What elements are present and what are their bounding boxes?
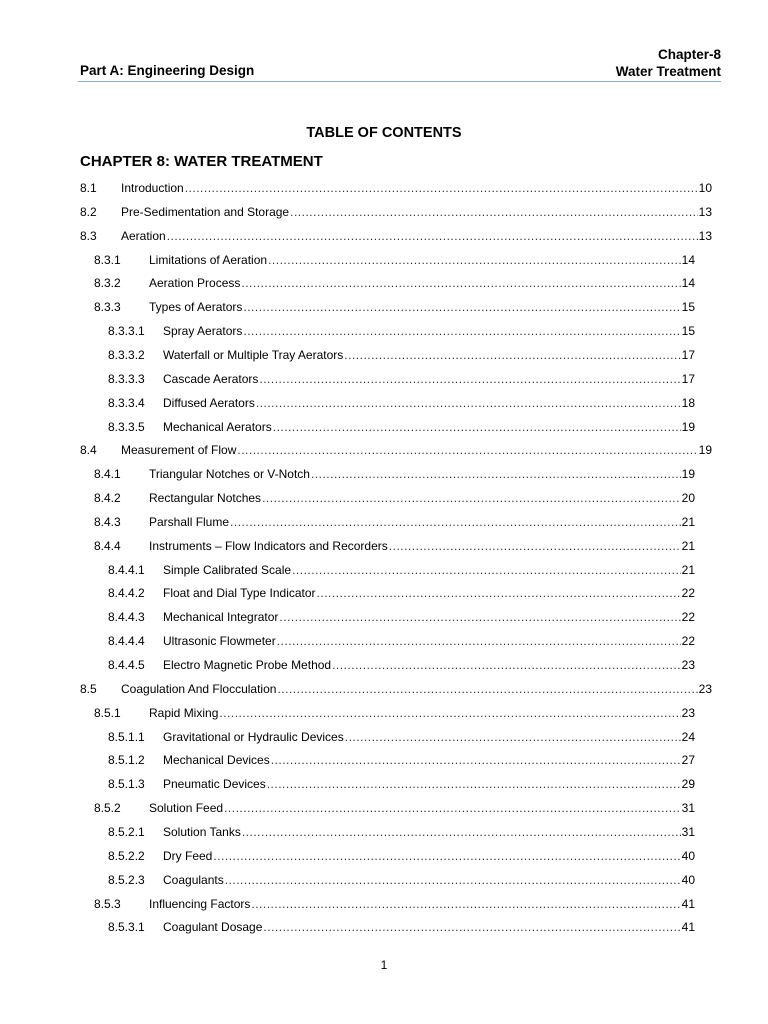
toc-entry-title: Coagulant Dosage: [163, 920, 263, 935]
toc-entry[interactable]: [108, 396, 695, 416]
toc-leader-dots: [292, 563, 681, 577]
toc-entry-page: 14: [681, 276, 695, 291]
toc-entry-title: Mechanical Integrator: [163, 610, 279, 625]
toc-leader-dots: [344, 348, 680, 362]
toc-entry-number: 8.3: [80, 228, 97, 243]
toc-entry[interactable]: [108, 920, 695, 940]
toc-entry-page: 23: [681, 705, 695, 720]
toc-entry[interactable]: [94, 801, 695, 821]
toc-leader-dots: [213, 849, 680, 863]
toc-leader-dots: [256, 396, 681, 410]
toc-entry[interactable]: [80, 682, 712, 702]
toc-entry[interactable]: [94, 897, 695, 917]
toc-entry-title: Solution Feed: [149, 801, 224, 816]
toc-entry-title: Mechanical Aerators: [163, 419, 272, 434]
toc-entry[interactable]: [108, 873, 695, 893]
toc-leader-dots: [263, 920, 680, 934]
toc-entry-number: 8.4: [80, 443, 97, 458]
header-right: [616, 46, 721, 80]
toc-leader-dots: [251, 897, 680, 911]
toc-entry-title: Introduction: [121, 181, 184, 195]
toc-entry-title: Measurement of Flow: [121, 443, 237, 458]
toc-entry-page: 21: [681, 562, 695, 577]
toc-leader-dots: [242, 825, 681, 839]
toc-entry-page: 21: [681, 514, 695, 529]
toc-leader-dots: [279, 610, 680, 624]
toc-entry-page: 22: [681, 610, 695, 625]
toc-leader-dots: [225, 873, 681, 887]
toc-entry[interactable]: [94, 467, 695, 487]
toc-entry-number: 8.5.1.2: [108, 753, 145, 768]
toc-entry[interactable]: [94, 253, 695, 273]
toc-entry-page: 15: [681, 300, 695, 315]
toc-entry[interactable]: [80, 229, 712, 249]
toc-entry[interactable]: [108, 777, 695, 797]
toc-entry-number: 8.4.4.3: [108, 610, 145, 625]
header-left: Part A: Engineering Design: [80, 63, 255, 78]
toc-entry-number: 8.2: [80, 204, 97, 219]
toc-entry-number: 8.3.1: [94, 252, 121, 267]
toc-entry-number: 8.5.2.1: [108, 824, 145, 839]
toc-leader-dots: [219, 706, 680, 720]
toc-entry-page: 27: [681, 753, 695, 768]
toc-entry-title: Aeration: [121, 228, 166, 243]
toc-entry[interactable]: [108, 730, 695, 750]
toc-entry-page: 19: [681, 419, 695, 434]
toc-entry[interactable]: [94, 276, 695, 296]
toc-leader-dots: [167, 229, 698, 243]
toc-entry-page: 15: [681, 324, 695, 339]
toc-entry-number: 8.3.3: [94, 300, 121, 315]
toc-entry[interactable]: [108, 753, 695, 773]
toc-entry-page: 31: [681, 824, 695, 839]
chapter-title: CHAPTER 8: WATER TREATMENT: [80, 153, 323, 170]
toc-entry-page: 17: [681, 371, 695, 386]
toc-entry[interactable]: [108, 586, 695, 606]
toc-entry-number: 8.3.2: [94, 276, 121, 291]
toc-entry-title: Influencing Factors: [149, 896, 251, 911]
toc-leader-dots: [243, 324, 680, 338]
toc-entry-page: 20: [681, 491, 695, 506]
toc-entry-number: 8.3.3.5: [108, 419, 145, 434]
toc-leader-dots: [259, 372, 680, 386]
toc-entry-title: Rectangular Notches: [149, 491, 262, 506]
toc-entry[interactable]: [108, 348, 695, 368]
toc-entry-number: 8.1: [80, 181, 97, 195]
toc-leader-dots: [224, 801, 681, 815]
toc-entry-page: 41: [681, 920, 695, 935]
header-section: Water Treatment: [615, 64, 721, 79]
toc-entry[interactable]: [94, 515, 695, 535]
toc-leader-dots: [317, 586, 681, 600]
toc-entry-number: 8.4.4.4: [108, 634, 145, 649]
toc-leader-dots: [243, 300, 680, 314]
toc-leader-dots: [273, 420, 681, 434]
toc-entry-title: Pre-Sedimentation and Storage: [121, 204, 290, 219]
toc-entry-number: 8.4.1: [94, 467, 121, 482]
toc-entry[interactable]: [108, 324, 695, 344]
header-rule: [78, 81, 721, 82]
toc-leader-dots: [262, 491, 681, 505]
toc-entry-page: 19: [698, 443, 712, 458]
toc-entry[interactable]: [80, 181, 712, 201]
toc-entry-page: 40: [681, 848, 695, 863]
toc-entry-title: Mechanical Devices: [163, 753, 270, 768]
toc-entry-number: 8.4.4.2: [108, 586, 145, 601]
toc-entry-number: 8.5.1.3: [108, 777, 145, 792]
toc-leader-dots: [271, 753, 681, 767]
toc-entry[interactable]: [108, 372, 695, 392]
toc-leader-dots: [241, 276, 680, 290]
toc-entry-title: Solution Tanks: [163, 824, 241, 839]
toc-entry[interactable]: [80, 205, 712, 225]
toc-entry[interactable]: [108, 825, 695, 845]
toc-entry-page: 41: [681, 896, 695, 911]
toc-entry[interactable]: [108, 634, 695, 654]
toc-entry-number: 8.3.3.3: [108, 371, 145, 386]
toc-entry[interactable]: [108, 658, 695, 678]
toc-entry[interactable]: [108, 420, 695, 440]
toc-entry-page: 22: [681, 586, 695, 601]
toc-entry-number: 8.4.4.1: [108, 562, 145, 577]
toc-entry-title: Types of Aerators: [149, 300, 243, 315]
toc-leader-dots: [345, 730, 681, 744]
toc-entry-title: Pneumatic Devices: [163, 777, 266, 792]
toc-entry-number: 8.5.2.3: [108, 872, 145, 887]
toc-leader-dots: [311, 467, 681, 481]
toc-leader-dots: [290, 205, 698, 219]
toc-entry-number: 8.5.1: [94, 705, 121, 720]
toc-entry-title: Coagulants: [163, 872, 224, 887]
toc-entry-page: 23: [681, 658, 695, 672]
toc-leader-dots: [277, 634, 681, 648]
toc-entry-number: 8.4.3: [94, 514, 121, 529]
toc-entry-title: Triangular Notches or V-Notch: [149, 467, 310, 482]
toc-entry[interactable]: [94, 300, 695, 320]
toc-entry-title: Float and Dial Type Indicator: [163, 586, 316, 601]
toc-entry-page: 10: [698, 181, 712, 195]
toc-entry[interactable]: [108, 563, 695, 583]
toc-entry-title: Instruments – Flow Indicators and Recorders: [149, 538, 388, 553]
toc-entry[interactable]: [94, 539, 695, 559]
toc-entry-title: Simple Calibrated Scale: [163, 562, 292, 577]
toc-entry-page: 14: [681, 252, 695, 267]
toc-entry-title: Dry Feed: [163, 848, 213, 863]
toc-entry-number: 8.3.3.2: [108, 347, 145, 362]
toc-entry-page: 13: [698, 204, 712, 219]
toc-leader-dots: [267, 777, 681, 791]
toc-entry-number: 8.5: [80, 681, 97, 696]
toc-entry[interactable]: [94, 706, 695, 726]
toc-entry[interactable]: [94, 491, 695, 511]
toc-entry-page: 21: [681, 538, 695, 553]
toc-entry[interactable]: [108, 610, 695, 630]
toc-entry-page: 23: [698, 681, 712, 696]
toc-entry-page: 31: [681, 801, 695, 816]
toc-entry-title: Gravitational or Hydraulic Devices: [163, 729, 344, 744]
toc-entry-title: Diffused Aerators: [163, 395, 255, 410]
toc-entry-title: Coagulation And Flocculation: [121, 681, 277, 696]
toc-entry-number: 8.5.2.2: [108, 848, 145, 863]
toc-entry-title: Aeration Process: [149, 276, 241, 291]
toc-entry-page: 19: [681, 467, 695, 482]
toc-entry-page: 18: [681, 395, 695, 410]
toc-entry-number: 8.3.3.4: [108, 395, 145, 410]
toc-leader-dots: [277, 682, 697, 696]
toc-entry-title: Electro Magnetic Probe Method: [163, 658, 332, 672]
toc-entry-number: 8.5.3: [94, 896, 121, 911]
toc-leader-dots: [268, 253, 681, 267]
toc-leader-dots: [185, 181, 698, 195]
toc-entry-page: 29: [681, 777, 695, 792]
toc-entry-number: 8.3.3.1: [108, 324, 145, 339]
toc-entry-page: 40: [681, 872, 695, 887]
toc-entry-page: 22: [681, 634, 695, 649]
toc-title: TABLE OF CONTENTS: [306, 125, 462, 141]
page-number: 1: [380, 958, 388, 972]
toc-entry-title: Limitations of Aeration: [149, 252, 268, 267]
toc-entry-number: 8.4.4: [94, 538, 121, 553]
toc-entry-title: Spray Aerators: [163, 324, 243, 339]
toc-entry-title: Parshall Flume: [149, 514, 230, 529]
toc-entry[interactable]: [80, 443, 712, 463]
toc-entry-page: 17: [681, 347, 695, 362]
toc-entry-title: Cascade Aerators: [163, 371, 259, 386]
toc-entry-title: Ultrasonic Flowmeter: [163, 634, 276, 649]
toc-leader-dots: [230, 515, 681, 529]
header-chapter: Chapter-8: [657, 47, 721, 62]
toc-entry-number: 8.4.2: [94, 491, 121, 506]
toc-entry-number: 8.5.3.1: [108, 920, 145, 935]
toc-entry-title: Waterfall or Multiple Tray Aerators: [163, 347, 344, 362]
toc-entry-title: Rapid Mixing: [149, 705, 219, 720]
toc-entry-page: 24: [681, 729, 695, 744]
toc-entry-page: 13: [698, 228, 712, 243]
toc-leader-dots: [237, 443, 697, 457]
toc-entry-number: 8.4.4.5: [108, 658, 145, 672]
toc-entry-number: 8.5.2: [94, 801, 121, 816]
toc-leader-dots: [389, 539, 681, 553]
toc-entry[interactable]: [108, 849, 695, 869]
toc-entry-number: 8.5.1.1: [108, 729, 145, 744]
toc-leader-dots: [332, 658, 681, 672]
